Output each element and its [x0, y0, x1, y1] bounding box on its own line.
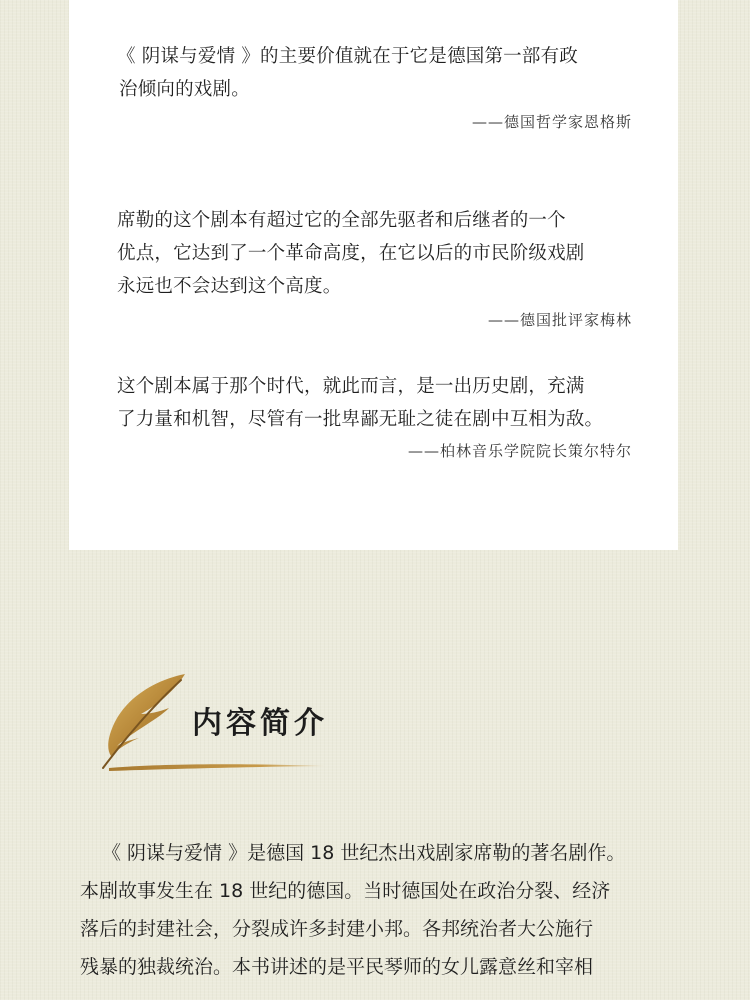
section-header [95, 668, 335, 778]
quote-line: 《 阴谋与爱情 》的主要价值就在于它是德国第一部有政 [117, 46, 578, 67]
quotes-card [69, 0, 678, 550]
quote-text [117, 370, 637, 436]
quote-line: 席勒的这个剧本有超过它的全部先驱者和后继者的一个 [117, 210, 566, 231]
intro-paragraph [80, 834, 700, 986]
quote-engels [117, 40, 637, 135]
intro-line: 《 阴谋与爱情 》是德国 18 世纪杰出戏剧家席勒的著名剧作。 [102, 842, 626, 864]
intro-line: 残暴的独裁统治。本书讲述的是平民琴师的女儿露意丝和宰相 [80, 956, 594, 978]
section-title: 内容简介 [192, 706, 328, 741]
quote-source: ——德国批评家梅林 [487, 311, 632, 329]
quote-line: 治倾向的戏剧。 [119, 79, 250, 100]
quote-line: 这个剧本属于那个时代，就此而言，是一出历史剧，充满 [117, 376, 585, 397]
quote-line: 优点，它达到了一个革命高度，在它以后的市民阶级戏剧 [117, 243, 585, 264]
quote-text [117, 204, 637, 303]
quote-line: 永远也不会达到这个高度。 [117, 276, 342, 297]
quote-source: ——柏林音乐学院院长策尔特尔 [407, 442, 632, 460]
quote-text [117, 40, 637, 106]
quote-source: ——德国哲学家恩格斯 [471, 113, 632, 131]
quote-line: 了力量和机智，尽管有一批卑鄙无耻之徒在剧中互相为敌。 [117, 409, 604, 430]
intro-line: 落后的封建社会，分裂成许多封建小邦。各邦统治者大公施行 [80, 918, 594, 940]
quote-mehring [117, 204, 637, 333]
intro-line: 本剧故事发生在 18 世纪的德国。当时德国处在政治分裂、经济 [80, 880, 611, 902]
quote-zelter [117, 370, 637, 464]
